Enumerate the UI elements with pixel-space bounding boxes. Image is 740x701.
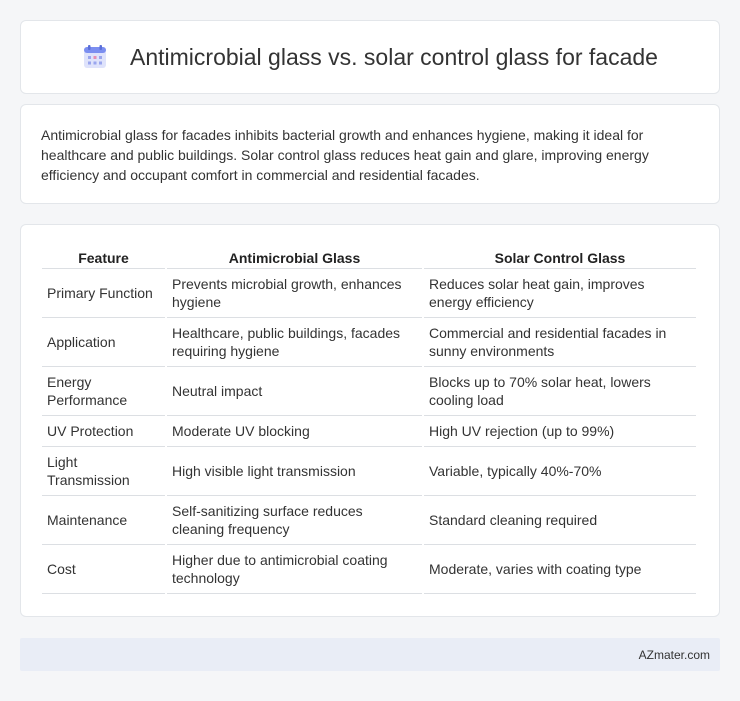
table-cell: Maintenance [42,496,165,545]
calendar-icon [82,44,108,70]
page-title: Antimicrobial glass vs. solar control glass for facade [130,43,658,70]
column-header: Solar Control Glass [424,245,696,269]
table-cell: Prevents microbial growth, enhances hygiene [167,269,422,318]
summary-card [20,104,720,204]
table-cell: Neutral impact [167,367,422,416]
table-cell: Variable, typically 40%-70% [424,447,696,496]
table-cell: Healthcare, public buildings, facades requiring hygiene [167,318,422,367]
table-cell: Light Transmission [42,447,165,496]
table-cell: Cost [42,545,165,594]
table-row [42,496,696,545]
table-row [42,447,696,496]
table-cell: High UV rejection (up to 99%) [424,416,696,447]
table-cell: Moderate UV blocking [167,416,422,447]
table-cell: Primary Function [42,269,165,318]
table-cell: Reduces solar heat gain, improves energy efficiency [424,269,696,318]
footer [20,638,720,671]
summary-text: Antimicrobial glass for facades inhibits bacterial growth and enhances hygiene, making it ideal for healthcare and public buildings. Solar control glass reduces heat gain and glare, improving energy efficiency and occupant comfort in commercial and residential facades. [41,127,649,183]
table-cell: Application [42,318,165,367]
table-row [42,545,696,594]
table-cell: Blocks up to 70% solar heat, lowers cooling load [424,367,696,416]
table-header-row [42,245,696,269]
column-header: Antimicrobial Glass [167,245,422,269]
table-cell: Self-sanitizing surface reduces cleaning frequency [167,496,422,545]
title-card [20,20,720,94]
table-cell: Higher due to antimicrobial coating technology [167,545,422,594]
table-cell: Commercial and residential facades in sunny environments [424,318,696,367]
table-row [42,416,696,447]
table-cell: Energy Performance [42,367,165,416]
table-row [42,367,696,416]
comparison-table-card [20,224,720,617]
table-cell: UV Protection [42,416,165,447]
footer-brand: AZmater.com [638,647,710,662]
table-cell: High visible light transmission [167,447,422,496]
table-row [42,318,696,367]
comparison-table [40,245,698,594]
table-row [42,269,696,318]
column-header: Feature [42,245,165,269]
table-cell: Standard cleaning required [424,496,696,545]
table-cell: Moderate, varies with coating type [424,545,696,594]
